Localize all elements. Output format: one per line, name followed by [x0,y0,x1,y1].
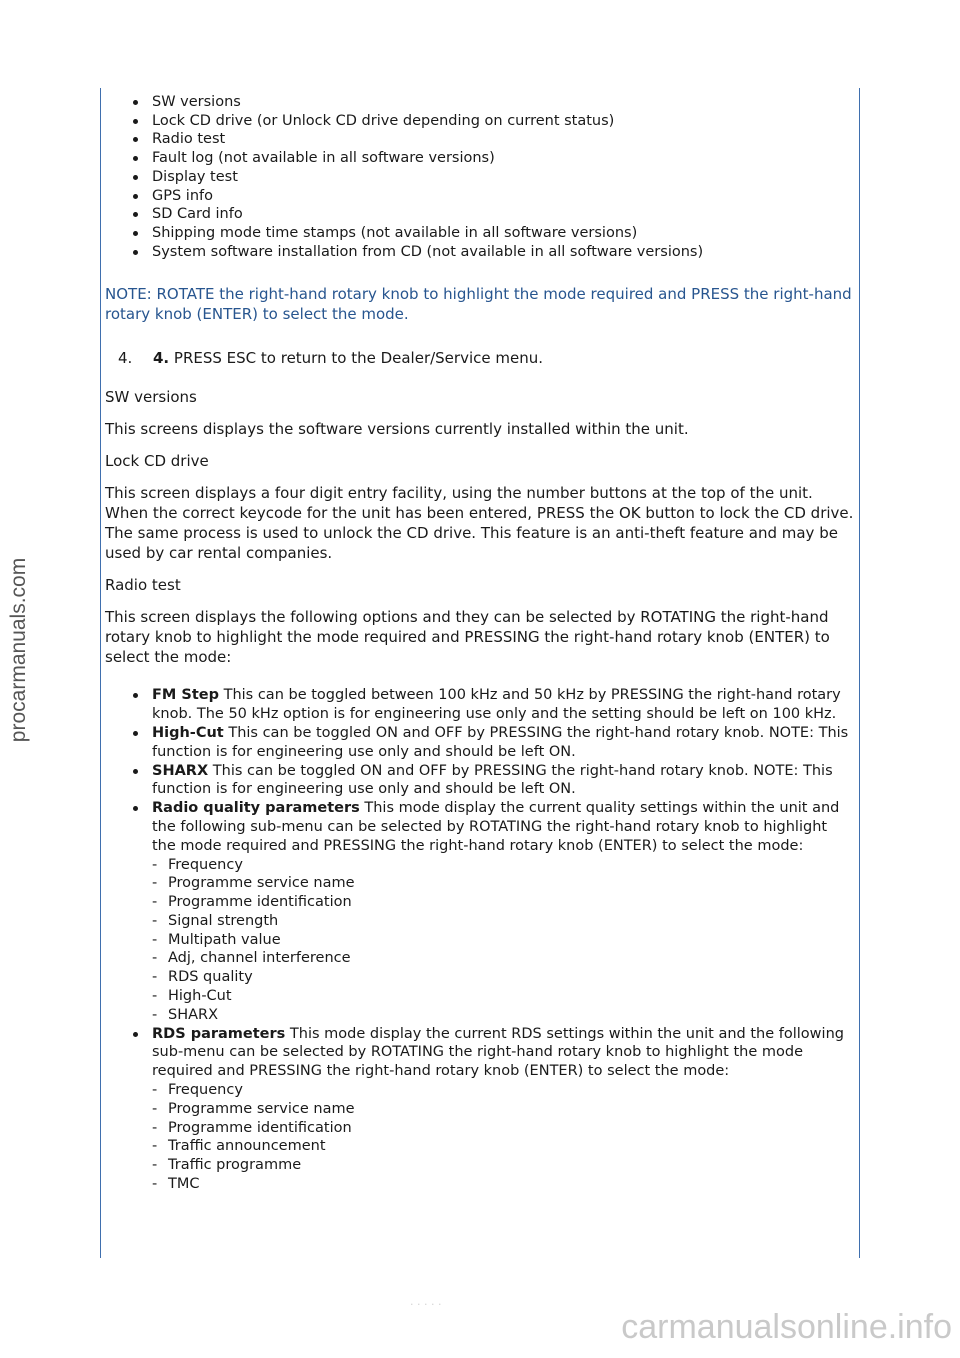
lock-cd-body: This screen displays a four digit entry facility, using the number buttons at the top of the unit. When the correct keycode for the unit has been entered, PRESS the OK button to lock the CD drive. The same process is used to unlock the CD drive. This feature is an anti-theft feature and may be used by car rental companies. [105,484,854,563]
sub-menu-item: - Traffic programme [152,1157,302,1174]
menu-list-item: Shipping mode time stamps (not available in all software versions) [131,224,855,243]
option-title: RDS parameters [152,1025,286,1042]
quality-sub-menu [152,856,855,1025]
sub-menu-item: - Multipath value [152,931,281,948]
option-title: High-Cut [152,724,224,741]
sub-menu-item: - Adj, channel interference [152,950,351,967]
menu-list-item: SD Card info [131,205,855,224]
radio-options-list [131,686,855,1194]
sub-menu-item: - Signal strength [152,912,279,929]
rds-sub-menu [152,1081,855,1194]
page-number-ghost: · · · · · [410,1298,442,1311]
sub-menu-item: - SHARX [152,1006,219,1023]
right-margin-rule [859,88,860,1258]
footer-watermark: carmanualsonline.info [621,1308,952,1346]
radio-option-quality-parameters [131,799,855,1025]
sw-versions-heading: SW versions [105,388,197,407]
radio-option-fm-step [131,686,855,724]
menu-list-item: System software installation from CD (not available in all software versions) [131,243,855,262]
sub-menu-item: - Programme service name [152,1100,355,1117]
option-text: This mode display the current RDS settings within the unit and the following sub-menu can be selected by ROTATING the right-hand rotary knob to highlight the mode required and PRESSING the right-hand rotary knob (ENTER) to select the mode: [152,1025,844,1080]
option-text: This mode display the current quality settings within the unit and the following sub-menu can be selected by ROTATING the right-hand rotary knob to highlight the mode required and PRESSING the right-hand rotary knob (ENTER) to select the mode: [152,800,840,854]
sub-menu-item: - Programme service name [152,875,355,892]
option-text: This can be toggled ON and OFF by PRESSING the right-hand rotary knob. NOTE: This function is for engineering use only and should be left ON. [152,724,849,760]
option-title: SHARX [152,762,209,779]
rotate-note: NOTE: ROTATE the right-hand rotary knob to highlight the mode required and PRESS the right-hand rotary knob (ENTER) to select the mode. [105,285,852,324]
sub-menu-item: - Frequency [152,856,243,873]
menu-list-item: GPS info [131,187,855,206]
menu-list-item: SW versions [131,93,855,112]
left-margin-rule [100,88,101,1258]
menu-list-item: Radio test [131,130,855,149]
sub-menu-item: - RDS quality [152,969,253,986]
service-menu-list [131,93,855,261]
option-title: Radio quality parameters [152,800,360,817]
radio-test-body: This screen displays the following options and they can be selected by ROTATING the right-hand rotary knob to highlight the mode required and PRESSING the right-hand rotary knob (ENTER) to select the mode: [105,608,830,667]
option-title: FM Step [152,687,219,704]
lock-cd-heading: Lock CD drive [105,452,209,471]
option-text: This can be toggled between 100 kHz and 50 kHz by PRESSING the right-hand rotary knob. The 50 kHz option is for engineering use only and the setting should be left on 100 kHz. [152,687,841,723]
option-text: This can be toggled ON and OFF by PRESSING the right-hand rotary knob. NOTE: This function is for engineering use only and should be left ON. [152,762,833,798]
menu-list-item: Lock CD drive (or Unlock CD drive depending on current status) [131,112,855,131]
sub-menu-item: - Programme identification [152,894,352,911]
radio-option-rds-parameters [131,1025,855,1194]
sub-menu-item: - Frequency [152,1082,243,1099]
menu-list-item: Display test [131,168,855,187]
step-number: 4. [118,349,133,368]
step-text: PRESS ESC to return to the Dealer/Service menu. [169,349,543,368]
radio-test-heading: Radio test [105,576,181,595]
sub-menu-item: - High-Cut [152,988,232,1005]
sub-menu-item: - TMC [152,1176,200,1193]
sub-menu-item: - Programme identification [152,1119,352,1136]
sub-menu-item: - Traffic announcement [152,1138,326,1155]
step-4 [118,348,855,368]
menu-list-item: Fault log (not available in all software versions) [131,149,855,168]
radio-option-sharx [131,762,855,800]
sw-versions-body: This screens displays the software versions currently installed within the unit. [105,420,689,439]
manual-page-content [105,90,855,1194]
side-watermark-text: procarmanuals.com [7,557,30,743]
step-bold-number: 4. [153,349,170,368]
side-watermark [4,520,34,780]
radio-option-high-cut [131,724,855,762]
